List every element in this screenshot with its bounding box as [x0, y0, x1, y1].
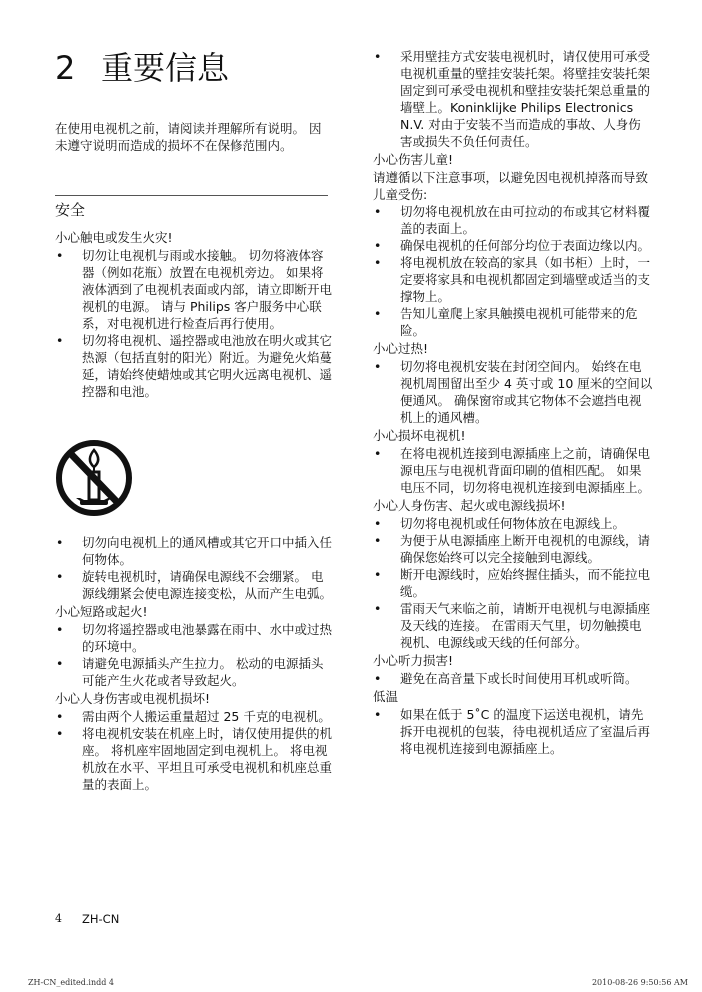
list-item: • 切勿将电视机放在由可拉动的布或其它材料覆盖的表面上。	[373, 203, 653, 237]
list-item: • 旋转电视机时，请确保电源线不会绷紧。 电源线绷紧会使电源连接变松，从而产生电弧。	[55, 568, 332, 602]
left-column-top	[55, 228, 332, 400]
right-column	[373, 48, 653, 757]
no-open-flame-icon	[54, 436, 134, 521]
list-item: • 为便于从电源插座上断开电视机的电源线，请确保您始终可以完全接触到电源线。	[373, 532, 653, 566]
list-item: • 雷雨天气来临之前，请断开电视机与电源插座及天线的连接。 在雷雨天气里，切勿触摸电视机、电源线或天线的任何部分。	[373, 600, 653, 651]
chapter-title: 重要信息	[101, 49, 230, 87]
list-item: • 需由两个人搬运重量超过 25 千克的电视机。	[55, 708, 332, 725]
list-item: • 切勿让电视机与雨或水接触。 切勿将液体容器（例如花瓶）放置在电视机旁边。 如果将液体洒到了电视机表面或内部，请立即断开电视机的电源。 请与 Philips 客户服务中心联系，对电视机进行检查后再行使用。	[55, 247, 332, 332]
children-intro: 请遵循以下注意事项，以避免因电视机掉落而导致儿童受伤:	[373, 170, 649, 202]
wall-mount-list	[373, 48, 653, 150]
list-item: • 切勿将遥控器或电池暴露在雨中、水中或过热的环境中。	[55, 621, 332, 655]
list-item: • 切勿将电视机、遥控器或电池放在明火或其它热源（包括直射的阳光）附近。为避免火焰蔓延，请始终使蜡烛或其它明火远离电视机、遥控器和电池。	[55, 332, 332, 400]
list-item: • 将电视机放在较高的家具（如书柜）上时，一定要将家具和电视机都固定到墙壁或适当的支撑物上。	[373, 254, 653, 305]
left-column-bottom	[55, 534, 332, 793]
warning-heading-children: 小心伤害儿童!	[373, 152, 454, 167]
warning-heading-overheat: 小心过热!	[373, 341, 429, 356]
chapter-number: 2	[55, 49, 76, 87]
list-item: • 将电视机安装在机座上时，请仅使用提供的机座。 将机座牢固地固定到电视机上。 将电视机放在水平、平坦且可承受电视机和机座总重量的表面上。	[55, 725, 332, 793]
low-temp-list	[373, 706, 653, 757]
warning-heading-fire: 小心触电或发生火灾!	[55, 230, 173, 245]
list-item: • 请避免电源插头产生拉力。 松动的电源插头可能产生火花或者导致起火。	[55, 655, 332, 689]
intro-paragraph: 在使用电视机之前，请阅读并理解所有说明。 因未遵守说明而造成的损坏不在保修范围内。	[55, 121, 322, 153]
list-item: • 断开电源线时，应始终握住插头，而不能拉电缆。	[373, 566, 653, 600]
warning-heading-tv-damage: 小心损坏电视机!	[373, 428, 466, 443]
warning-heading-power-cord: 小心人身伤害、起火或电源线损坏!	[373, 498, 566, 513]
list-item: • 采用壁挂方式安装电视机时，请仅使用可承受电视机重量的壁挂安装托架。将壁挂安装托架固定到可承受电视机和壁挂安装托架总重量的墙壁上。Koninklijke Philips Electronics N.V. 对由于安装不当而造成的事故、人身伤害或损失不负任何责任。	[373, 48, 653, 150]
fire-warning-list	[55, 247, 332, 400]
list-item: • 切勿向电视机上的通风槽或其它开口中插入任何物体。	[55, 534, 332, 568]
power-cord-list	[373, 515, 653, 651]
warning-heading-hearing: 小心听力损害!	[373, 653, 454, 668]
section-title: 安全	[55, 201, 86, 219]
page-number: 4	[55, 912, 62, 925]
list-item: • 避免在高音量下或长时间使用耳机或听筒。	[373, 670, 653, 687]
hearing-warning-list	[373, 670, 653, 687]
tv-damage-list	[373, 445, 653, 496]
section-divider	[55, 195, 328, 196]
overheat-warning-list	[373, 358, 653, 426]
list-item: • 切勿将电视机或任何物体放在电源线上。	[373, 515, 653, 532]
print-footer-file: ZH-CN_edited.indd 4	[28, 978, 114, 987]
print-footer-timestamp: 2010-08-26 9:50:56 AM	[591, 978, 688, 987]
page-language: ZH-CN	[82, 912, 120, 926]
warning-heading-short-circuit: 小心短路或起火!	[55, 604, 148, 619]
opening-warning-list	[55, 534, 332, 602]
injury-warning-list	[55, 708, 332, 793]
list-item: • 在将电视机连接到电源插座上之前，请确保电源电压与电视机背面印刷的值相匹配。 如果电压不同，切勿将电视机连接到电源插座上。	[373, 445, 653, 496]
short-circuit-list	[55, 621, 332, 689]
list-item: • 告知儿童爬上家具触摸电视机可能带来的危险。	[373, 305, 653, 339]
list-item: • 切勿将电视机安装在封闭空间内。 始终在电视机周围留出至少 4 英寸或 10 厘米的空间以便通风。 确保窗帘或其它物体不会遮挡电视机上的通风槽。	[373, 358, 653, 426]
chapter-heading	[55, 48, 229, 88]
children-warning-list	[373, 203, 653, 339]
warning-heading-low-temp: 低温	[373, 689, 399, 704]
warning-heading-injury: 小心人身伤害或电视机损坏!	[55, 691, 211, 706]
list-item: • 如果在低于 5˚C 的温度下运送电视机，请先拆开电视机的包装，待电视机适应了室温后再将电视机连接到电源插座上。	[373, 706, 653, 757]
list-item: • 确保电视机的任何部分均位于表面边缘以内。	[373, 237, 653, 254]
